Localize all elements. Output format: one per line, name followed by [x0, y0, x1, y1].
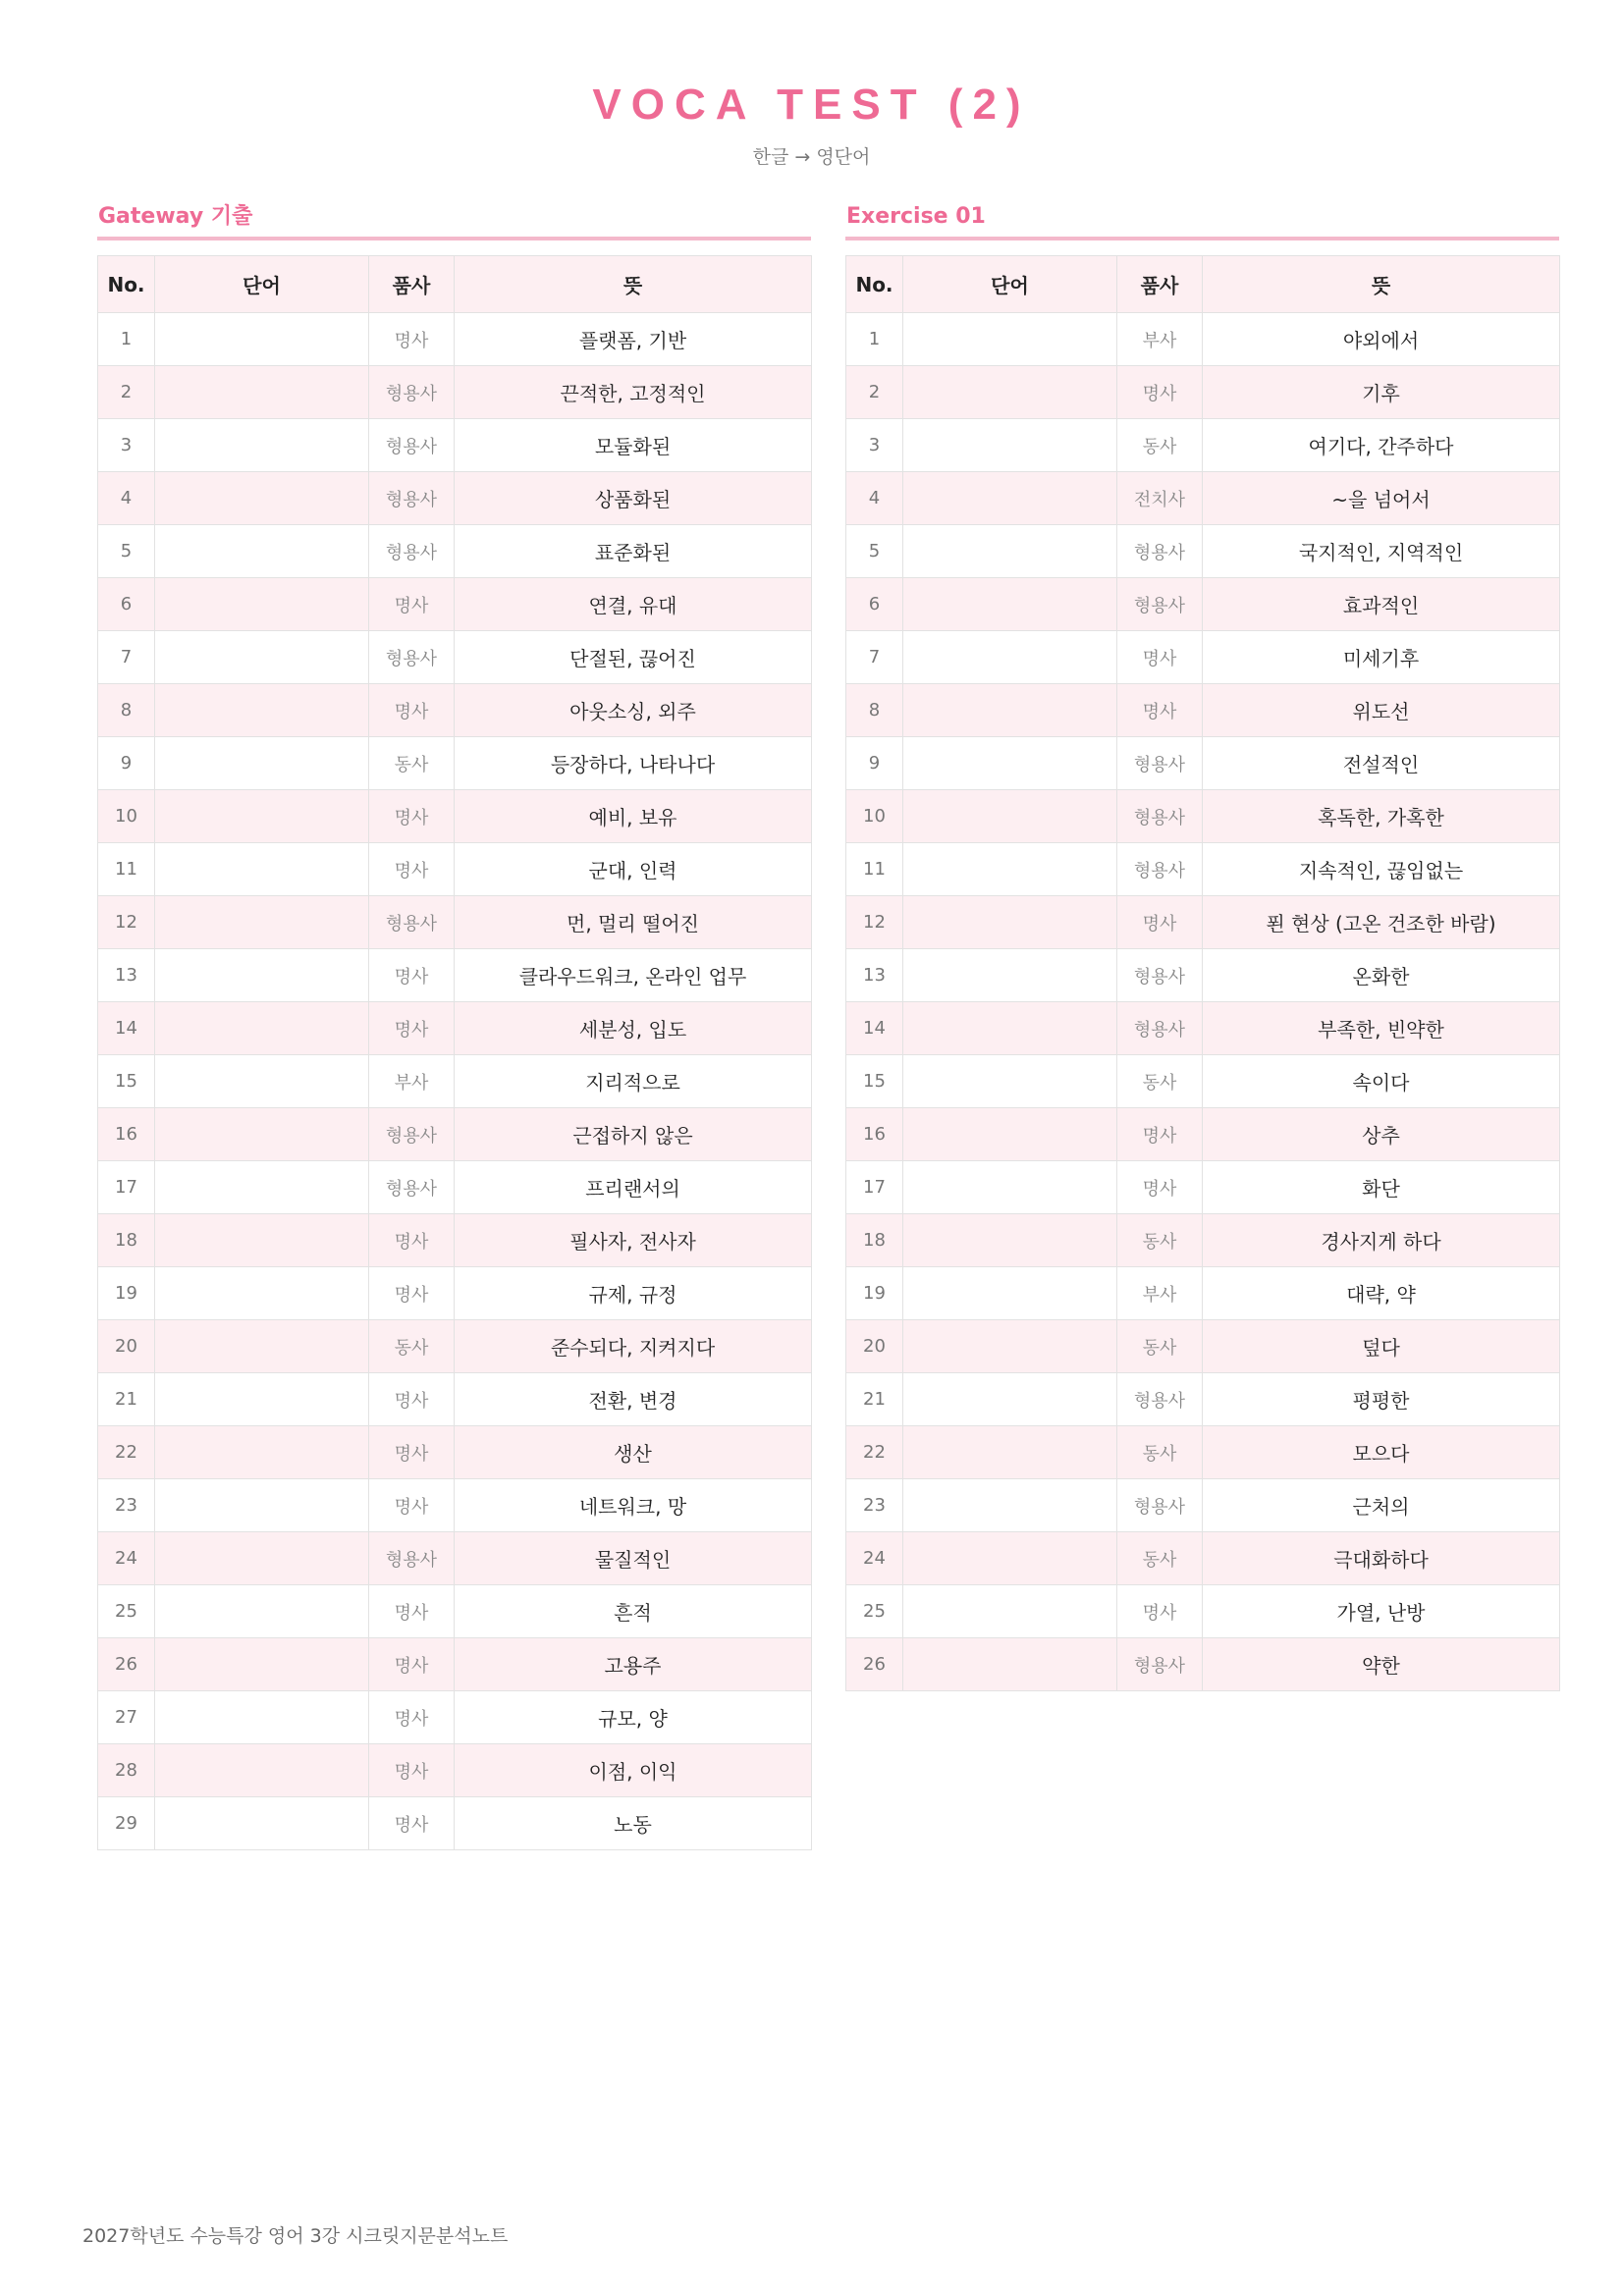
table-row	[98, 578, 812, 631]
word-blank[interactable]	[903, 578, 1117, 631]
table-row	[846, 313, 1560, 366]
meaning: 표준화된	[455, 525, 812, 578]
part-of-speech: 형용사	[369, 366, 455, 419]
header-word: 단어	[155, 256, 369, 313]
meaning: 세분성, 입도	[455, 1002, 812, 1055]
word-blank[interactable]	[155, 1320, 369, 1373]
row-number: 25	[98, 1585, 155, 1638]
row-number: 16	[846, 1108, 903, 1161]
word-blank[interactable]	[155, 472, 369, 525]
table-row	[98, 1320, 812, 1373]
section-title: Gateway 기출	[98, 204, 253, 229]
meaning: 단절된, 끊어진	[455, 631, 812, 684]
word-blank[interactable]	[155, 366, 369, 419]
part-of-speech: 명사	[1117, 631, 1203, 684]
row-number: 29	[98, 1797, 155, 1850]
meaning: 규제, 규정	[455, 1267, 812, 1320]
row-number: 14	[846, 1002, 903, 1055]
meaning: 지리적으로	[455, 1055, 812, 1108]
table-row	[98, 1002, 812, 1055]
meaning: 등장하다, 나타나다	[455, 737, 812, 790]
part-of-speech: 형용사	[369, 1108, 455, 1161]
word-blank[interactable]	[155, 1373, 369, 1426]
word-blank[interactable]	[903, 1108, 1117, 1161]
part-of-speech: 명사	[1117, 684, 1203, 737]
row-number: 14	[98, 1002, 155, 1055]
table-row	[98, 313, 812, 366]
header-no: No.	[846, 256, 903, 313]
table-row	[846, 1214, 1560, 1267]
part-of-speech: 형용사	[369, 631, 455, 684]
row-number: 8	[98, 684, 155, 737]
row-number: 11	[98, 843, 155, 896]
word-blank[interactable]	[903, 1161, 1117, 1214]
meaning: 물질적인	[455, 1532, 812, 1585]
part-of-speech: 형용사	[369, 896, 455, 949]
meaning: 효과적인	[1203, 578, 1560, 631]
row-number: 21	[98, 1373, 155, 1426]
word-blank[interactable]	[903, 1479, 1117, 1532]
part-of-speech: 동사	[369, 737, 455, 790]
word-blank[interactable]	[903, 1373, 1117, 1426]
table-row	[98, 1267, 812, 1320]
word-blank[interactable]	[903, 790, 1117, 843]
word-blank[interactable]	[155, 1055, 369, 1108]
row-number: 18	[846, 1214, 903, 1267]
part-of-speech: 형용사	[369, 472, 455, 525]
meaning: 준수되다, 지켜지다	[455, 1320, 812, 1373]
row-number: 15	[846, 1055, 903, 1108]
table-row	[98, 366, 812, 419]
part-of-speech: 동사	[1117, 1532, 1203, 1585]
header-word: 단어	[903, 256, 1117, 313]
table-row	[846, 1638, 1560, 1691]
table-row	[98, 1691, 812, 1744]
meaning: 고용주	[455, 1638, 812, 1691]
part-of-speech: 부사	[369, 1055, 455, 1108]
word-blank[interactable]	[903, 1585, 1117, 1638]
row-number: 6	[846, 578, 903, 631]
header-meaning: 뜻	[1203, 256, 1560, 313]
row-number: 2	[846, 366, 903, 419]
table-row	[846, 1585, 1560, 1638]
part-of-speech: 형용사	[369, 1161, 455, 1214]
word-blank[interactable]	[155, 843, 369, 896]
table-row	[846, 1108, 1560, 1161]
header-meaning: 뜻	[455, 256, 812, 313]
row-number: 10	[98, 790, 155, 843]
row-number: 19	[846, 1267, 903, 1320]
row-number: 25	[846, 1585, 903, 1638]
word-blank[interactable]	[903, 1002, 1117, 1055]
table-row	[846, 525, 1560, 578]
vocab-table	[845, 255, 1560, 1691]
meaning: 대략, 약	[1203, 1267, 1560, 1320]
part-of-speech: 동사	[1117, 1320, 1203, 1373]
word-blank[interactable]	[155, 949, 369, 1002]
word-blank[interactable]	[155, 525, 369, 578]
meaning: 근접하지 않은	[455, 1108, 812, 1161]
meaning: 가열, 난방	[1203, 1585, 1560, 1638]
meaning: 화단	[1203, 1161, 1560, 1214]
table-row	[846, 1479, 1560, 1532]
table-row	[98, 1214, 812, 1267]
header-no: No.	[98, 256, 155, 313]
meaning: 연결, 유대	[455, 578, 812, 631]
word-blank[interactable]	[155, 896, 369, 949]
meaning: 필사자, 전사자	[455, 1214, 812, 1267]
row-number: 26	[98, 1638, 155, 1691]
word-blank[interactable]	[155, 1002, 369, 1055]
meaning: 흔적	[455, 1585, 812, 1638]
part-of-speech: 명사	[369, 1426, 455, 1479]
word-blank[interactable]	[903, 843, 1117, 896]
part-of-speech: 형용사	[1117, 525, 1203, 578]
table-row	[846, 896, 1560, 949]
meaning: 생산	[455, 1426, 812, 1479]
meaning: 전설적인	[1203, 737, 1560, 790]
meaning: 먼, 멀리 떨어진	[455, 896, 812, 949]
word-blank[interactable]	[903, 737, 1117, 790]
part-of-speech: 명사	[369, 1479, 455, 1532]
meaning: 상품화된	[455, 472, 812, 525]
row-number: 17	[98, 1161, 155, 1214]
row-number: 3	[846, 419, 903, 472]
header-pos: 품사	[369, 256, 455, 313]
meaning: 끈적한, 고정적인	[455, 366, 812, 419]
table-row	[98, 1797, 812, 1850]
table-header-row	[98, 256, 812, 313]
meaning: 노동	[455, 1797, 812, 1850]
part-of-speech: 명사	[1117, 1108, 1203, 1161]
part-of-speech: 명사	[369, 1691, 455, 1744]
part-of-speech: 명사	[1117, 896, 1203, 949]
meaning: 위도선	[1203, 684, 1560, 737]
part-of-speech: 명사	[369, 949, 455, 1002]
part-of-speech: 명사	[369, 1638, 455, 1691]
part-of-speech: 명사	[369, 313, 455, 366]
part-of-speech: 형용사	[1117, 1002, 1203, 1055]
word-blank[interactable]	[155, 684, 369, 737]
meaning: 약한	[1203, 1638, 1560, 1691]
part-of-speech: 형용사	[1117, 790, 1203, 843]
meaning: 상추	[1203, 1108, 1560, 1161]
row-number: 9	[98, 737, 155, 790]
part-of-speech: 동사	[1117, 1214, 1203, 1267]
row-number: 20	[846, 1320, 903, 1373]
table-row	[98, 737, 812, 790]
table-body	[846, 313, 1560, 1691]
meaning: 온화한	[1203, 949, 1560, 1002]
row-number: 7	[846, 631, 903, 684]
word-blank[interactable]	[903, 419, 1117, 472]
meaning: 모으다	[1203, 1426, 1560, 1479]
meaning: 이점, 이익	[455, 1744, 812, 1797]
meaning: 지속적인, 끊임없는	[1203, 843, 1560, 896]
table-row	[846, 419, 1560, 472]
part-of-speech: 형용사	[369, 419, 455, 472]
table-row	[98, 1532, 812, 1585]
word-blank[interactable]	[903, 1267, 1117, 1320]
part-of-speech: 명사	[369, 843, 455, 896]
row-number: 1	[98, 313, 155, 366]
row-number: 2	[98, 366, 155, 419]
table-row	[98, 684, 812, 737]
part-of-speech: 형용사	[369, 525, 455, 578]
part-of-speech: 명사	[369, 790, 455, 843]
table-row	[98, 1585, 812, 1638]
page-subtitle: 한글 → 영단어	[752, 146, 871, 168]
word-blank[interactable]	[155, 1214, 369, 1267]
part-of-speech: 명사	[369, 578, 455, 631]
row-number: 15	[98, 1055, 155, 1108]
word-blank[interactable]	[155, 1797, 369, 1850]
table-row	[846, 1055, 1560, 1108]
word-blank[interactable]	[155, 1532, 369, 1585]
word-blank[interactable]	[155, 1267, 369, 1320]
meaning: 군대, 인력	[455, 843, 812, 896]
section-gateway	[97, 200, 811, 1850]
footer-text: 2027학년도 수능특강 영어 3강 시크릿지문분석노트	[82, 2225, 509, 2247]
part-of-speech: 명사	[1117, 366, 1203, 419]
word-blank[interactable]	[155, 1161, 369, 1214]
part-of-speech: 형용사	[1117, 1373, 1203, 1426]
row-number: 10	[846, 790, 903, 843]
part-of-speech: 명사	[369, 1373, 455, 1426]
meaning: 푄 현상 (고온 건조한 바람)	[1203, 896, 1560, 949]
row-number: 27	[98, 1691, 155, 1744]
part-of-speech: 전치사	[1117, 472, 1203, 525]
row-number: 28	[98, 1744, 155, 1797]
part-of-speech: 동사	[1117, 1426, 1203, 1479]
table-row	[846, 1161, 1560, 1214]
meaning: 아웃소싱, 외주	[455, 684, 812, 737]
table-row	[98, 1108, 812, 1161]
meaning: 속이다	[1203, 1055, 1560, 1108]
part-of-speech: 명사	[369, 1267, 455, 1320]
meaning: 미세기후	[1203, 631, 1560, 684]
word-blank[interactable]	[903, 472, 1117, 525]
part-of-speech: 명사	[369, 1744, 455, 1797]
part-of-speech: 명사	[1117, 1161, 1203, 1214]
part-of-speech: 형용사	[1117, 1638, 1203, 1691]
page-title: VOCA TEST (2)	[592, 80, 1031, 129]
section-divider	[845, 237, 1559, 240]
word-blank[interactable]	[155, 578, 369, 631]
part-of-speech: 명사	[1117, 1585, 1203, 1638]
row-number: 6	[98, 578, 155, 631]
meaning: 전환, 변경	[455, 1373, 812, 1426]
row-number: 23	[98, 1479, 155, 1532]
part-of-speech: 형용사	[1117, 1479, 1203, 1532]
word-blank[interactable]	[903, 896, 1117, 949]
part-of-speech: 명사	[369, 1797, 455, 1850]
row-number: 7	[98, 631, 155, 684]
row-number: 13	[846, 949, 903, 1002]
table-row	[846, 366, 1560, 419]
table-row	[846, 843, 1560, 896]
row-number: 24	[98, 1532, 155, 1585]
meaning: 여기다, 간주하다	[1203, 419, 1560, 472]
word-blank[interactable]	[155, 790, 369, 843]
row-number: 23	[846, 1479, 903, 1532]
table-row	[846, 472, 1560, 525]
word-blank[interactable]	[155, 1691, 369, 1744]
table-row	[98, 1055, 812, 1108]
part-of-speech: 형용사	[1117, 843, 1203, 896]
row-number: 20	[98, 1320, 155, 1373]
word-blank[interactable]	[903, 684, 1117, 737]
row-number: 8	[846, 684, 903, 737]
row-number: 13	[98, 949, 155, 1002]
word-blank[interactable]	[155, 1479, 369, 1532]
meaning: 극대화하다	[1203, 1532, 1560, 1585]
table-row	[846, 1426, 1560, 1479]
meaning: 국지적인, 지역적인	[1203, 525, 1560, 578]
meaning: 예비, 보유	[455, 790, 812, 843]
row-number: 19	[98, 1267, 155, 1320]
table-row	[98, 525, 812, 578]
word-blank[interactable]	[903, 1638, 1117, 1691]
word-blank[interactable]	[903, 1214, 1117, 1267]
row-number: 9	[846, 737, 903, 790]
word-blank[interactable]	[903, 631, 1117, 684]
meaning: 기후	[1203, 366, 1560, 419]
table-row	[846, 1320, 1560, 1373]
row-number: 1	[846, 313, 903, 366]
section-exercise	[845, 200, 1559, 1691]
part-of-speech: 부사	[1117, 1267, 1203, 1320]
table-row	[846, 1002, 1560, 1055]
meaning: 평평한	[1203, 1373, 1560, 1426]
word-blank[interactable]	[155, 737, 369, 790]
row-number: 24	[846, 1532, 903, 1585]
row-number: 5	[846, 525, 903, 578]
table-row	[846, 1373, 1560, 1426]
meaning: 프리랜서의	[455, 1161, 812, 1214]
part-of-speech: 부사	[1117, 313, 1203, 366]
row-number: 21	[846, 1373, 903, 1426]
row-number: 12	[98, 896, 155, 949]
table-row	[846, 1267, 1560, 1320]
table-row	[98, 631, 812, 684]
row-number: 11	[846, 843, 903, 896]
section-divider	[97, 237, 811, 240]
row-number: 16	[98, 1108, 155, 1161]
meaning: 야외에서	[1203, 313, 1560, 366]
meaning: 혹독한, 가혹한	[1203, 790, 1560, 843]
part-of-speech: 동사	[1117, 419, 1203, 472]
row-number: 12	[846, 896, 903, 949]
row-number: 22	[98, 1426, 155, 1479]
word-blank[interactable]	[155, 1744, 369, 1797]
table-header-row	[846, 256, 1560, 313]
word-blank[interactable]	[903, 1426, 1117, 1479]
row-number: 22	[846, 1426, 903, 1479]
meaning: ~을 넘어서	[1203, 472, 1560, 525]
table-row	[98, 790, 812, 843]
word-blank[interactable]	[155, 1108, 369, 1161]
section-title: Exercise 01	[846, 204, 986, 229]
word-blank[interactable]	[903, 1320, 1117, 1373]
part-of-speech: 형용사	[369, 1532, 455, 1585]
row-number: 4	[846, 472, 903, 525]
header-pos: 품사	[1117, 256, 1203, 313]
word-blank[interactable]	[155, 1638, 369, 1691]
word-blank[interactable]	[155, 313, 369, 366]
meaning: 클라우드워크, 온라인 업무	[455, 949, 812, 1002]
table-row	[846, 1532, 1560, 1585]
table-row	[98, 1373, 812, 1426]
row-number: 5	[98, 525, 155, 578]
word-blank[interactable]	[155, 1585, 369, 1638]
row-number: 26	[846, 1638, 903, 1691]
part-of-speech: 형용사	[1117, 949, 1203, 1002]
table-body	[98, 313, 812, 1850]
table-row	[846, 578, 1560, 631]
part-of-speech: 명사	[369, 1002, 455, 1055]
row-number: 4	[98, 472, 155, 525]
meaning: 모듈화된	[455, 419, 812, 472]
table-row	[98, 843, 812, 896]
table-row	[98, 1744, 812, 1797]
meaning: 근처의	[1203, 1479, 1560, 1532]
part-of-speech: 명사	[369, 684, 455, 737]
table-row	[846, 631, 1560, 684]
part-of-speech: 형용사	[1117, 578, 1203, 631]
word-blank[interactable]	[155, 1426, 369, 1479]
part-of-speech: 동사	[1117, 1055, 1203, 1108]
part-of-speech: 명사	[369, 1214, 455, 1267]
table-row	[98, 472, 812, 525]
part-of-speech: 명사	[369, 1585, 455, 1638]
table-row	[846, 949, 1560, 1002]
table-row	[98, 1638, 812, 1691]
meaning: 규모, 양	[455, 1691, 812, 1744]
word-blank[interactable]	[903, 366, 1117, 419]
table-row	[98, 1479, 812, 1532]
table-row	[98, 419, 812, 472]
meaning: 플랫폼, 기반	[455, 313, 812, 366]
meaning: 덮다	[1203, 1320, 1560, 1373]
meaning: 네트워크, 망	[455, 1479, 812, 1532]
word-blank[interactable]	[903, 525, 1117, 578]
table-row	[98, 896, 812, 949]
row-number: 18	[98, 1214, 155, 1267]
part-of-speech: 형용사	[1117, 737, 1203, 790]
word-blank[interactable]	[155, 419, 369, 472]
word-blank[interactable]	[903, 949, 1117, 1002]
word-blank[interactable]	[155, 631, 369, 684]
vocab-table	[97, 255, 812, 1850]
table-row	[846, 790, 1560, 843]
table-row	[98, 1161, 812, 1214]
table-row	[98, 949, 812, 1002]
table-row	[846, 684, 1560, 737]
table-row	[98, 1426, 812, 1479]
word-blank[interactable]	[903, 313, 1117, 366]
word-blank[interactable]	[903, 1055, 1117, 1108]
row-number: 3	[98, 419, 155, 472]
meaning: 부족한, 빈약한	[1203, 1002, 1560, 1055]
word-blank[interactable]	[903, 1532, 1117, 1585]
table-row	[846, 737, 1560, 790]
meaning: 경사지게 하다	[1203, 1214, 1560, 1267]
part-of-speech: 동사	[369, 1320, 455, 1373]
row-number: 17	[846, 1161, 903, 1214]
